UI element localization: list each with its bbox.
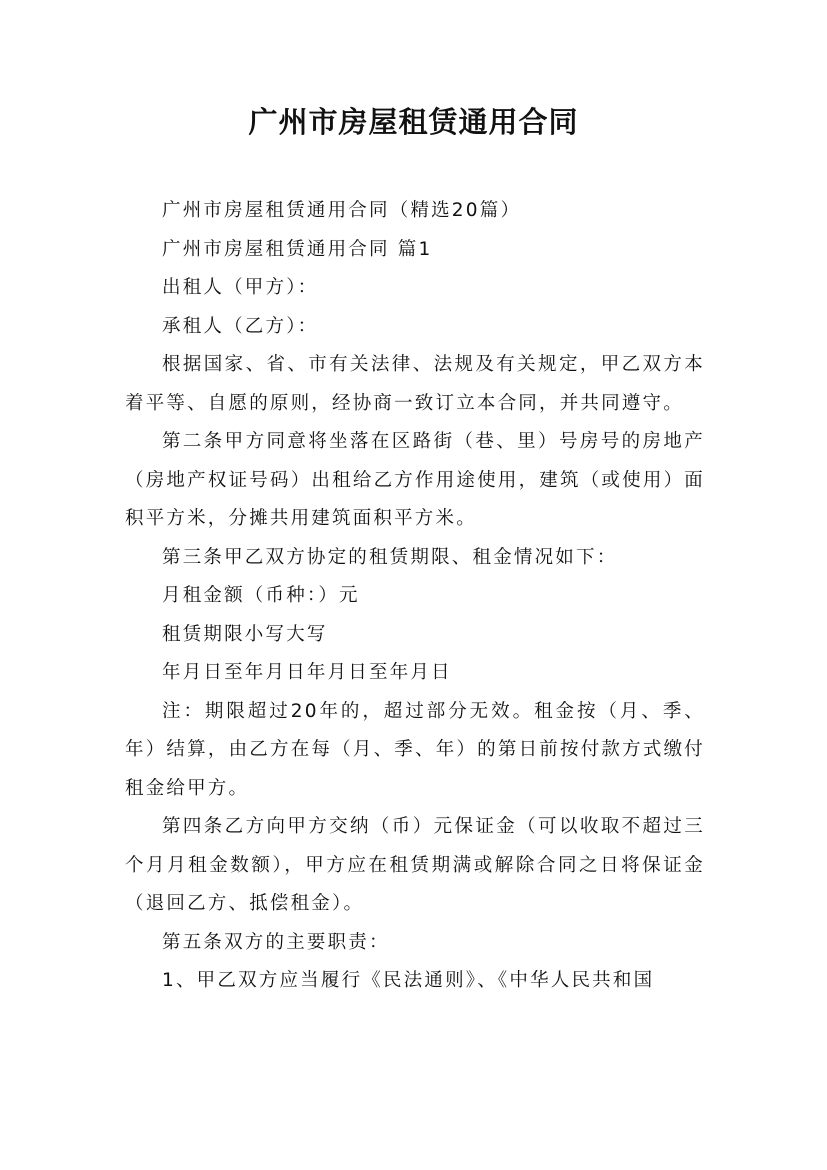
paragraph-item-1: 1、甲乙双方应当履行《民法通则》、《中华人民共和国: [162, 970, 655, 991]
paragraph-lease-term: 租赁期限小写大写: [162, 623, 328, 645]
paragraph-clause-4: 第四条乙方向甲方交纳（币）元保证金（可以收取不超过三个月月租金数额），甲方应在租赁期满或解除合同之日将保证金（退回乙方、抵偿租金）。: [125, 816, 705, 914]
paragraph-clause-3: 第三条甲乙双方协定的租赁期限、租金情况如下：: [162, 546, 618, 568]
paragraph-lessee: 承租人（乙方）：: [162, 315, 319, 337]
document-body: [125, 192, 705, 1001]
document-title: 广州市房屋租赁通用合同: [248, 105, 579, 139]
paragraph-lessor: 出租人（甲方）：: [162, 277, 319, 298]
paragraph-monthly-rent: 月租金额（币种：）元: [162, 585, 360, 606]
paragraph-date-range: 年月日至年月日年月日至年月日: [162, 662, 452, 683]
paragraph-note: 注：期限超过20年的，超过部分无效。租金按（月、季、年）结算，由乙方在每（月、季、年）的第日前按付款方式缴付租金给甲方。: [125, 700, 705, 799]
paragraph-preamble: 根据国家、省、市有关法律、法规及有关规定，甲乙双方本着平等、自愿的原则，经协商一致订立本合同，并共同遵守。: [125, 354, 705, 414]
paragraph-article-heading: 广州市房屋租赁通用合同 篇1: [162, 238, 433, 260]
paragraph-collection-title: 广州市房屋租赁通用合同（精选20篇）: [162, 200, 522, 221]
paragraph-clause-2: 第二条甲方同意将坐落在区路街（巷、里）号房号的房地产（房地产权证号码）出租给乙方作用途使用，建筑（或使用）面积平方米，分摊共用建筑面积平方米。: [125, 431, 705, 529]
paragraph-clause-5: 第五条双方的主要职责：: [162, 931, 390, 953]
